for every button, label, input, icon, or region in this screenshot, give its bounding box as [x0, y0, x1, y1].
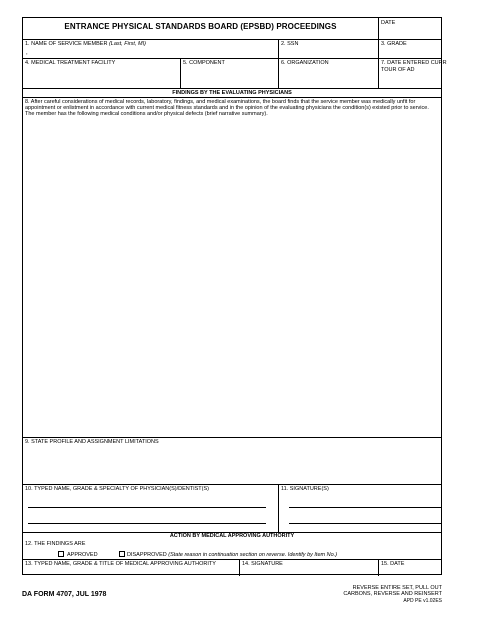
- action-section-heading: ACTION BY MEDICAL APPROVING AUTHORITY: [169, 533, 295, 539]
- field-7-label-line-1: 7. DATE ENTERED CURR: [381, 60, 447, 66]
- field-11-label: 11. SIGNATURE(S): [281, 486, 329, 492]
- physician-name-line-2[interactable]: [28, 523, 266, 524]
- field-14-label: 14. SIGNATURE: [242, 561, 283, 567]
- signature-line-1[interactable]: [289, 507, 441, 508]
- approved-label: APPROVED: [67, 552, 98, 558]
- divider: [378, 18, 379, 39]
- disapproved-label: DISAPPROVED (State reason in continuation section on reverse. Identify by Item No.): [127, 552, 338, 558]
- divider: [23, 437, 441, 438]
- divider: [378, 58, 379, 88]
- field-8-text: 8. After careful considerations of medical records, laboratory, findings, and medical examinations, the board finds that the service member was medically unfit for appointment or enlistment in accordance with current medical fitness standards and in the opinion of the evaluating physicians the condition(s) existed prior to service. The member has the following medical conditions and/or physical defects (brief narrative summary).: [25, 99, 429, 117]
- field-12-label: 12. THE FINDINGS ARE: [25, 541, 86, 547]
- field-7-label-line-2: TOUR OF AD: [381, 67, 415, 73]
- field-15-label: 15. DATE: [381, 561, 405, 567]
- field-6-label: 6. ORGANIZATION: [281, 60, 329, 66]
- field-4-label: 4. MEDICAL TREATMENT FACILITY: [25, 60, 116, 66]
- field-3-label: 3. GRADE: [381, 41, 407, 47]
- findings-section-heading: FINDINGS BY THE EVALUATING PHYSICIANS: [172, 90, 292, 96]
- divider: [378, 39, 379, 58]
- divider: [278, 484, 279, 532]
- physician-name-line-1[interactable]: [28, 507, 266, 508]
- divider: [278, 58, 279, 88]
- divider: [23, 484, 441, 485]
- field-2-label: 2. SSN: [281, 41, 299, 47]
- disapproved-checkbox[interactable]: [119, 551, 125, 557]
- date-label: DATE: [381, 20, 396, 26]
- divider: [378, 559, 379, 576]
- divider: [239, 559, 240, 576]
- form-version: APD PE v1.02ES: [403, 598, 442, 604]
- findings-narrative-area[interactable]: [25, 120, 439, 437]
- divider: [278, 39, 279, 58]
- divider: [23, 88, 441, 89]
- service-member-name-field[interactable]: ,: [26, 50, 28, 56]
- divider: [180, 58, 181, 88]
- profile-limitations-area[interactable]: [25, 446, 439, 483]
- form-title: ENTRANCE PHYSICAL STANDARDS BOARD (EPSBD) PROCEEDINGS: [64, 22, 337, 31]
- approved-checkbox[interactable]: [58, 551, 64, 557]
- field-10-label: 10. TYPED NAME, GRADE & SPECIALTY OF PHYSICIAN(S)/DENTIST(S): [25, 486, 209, 492]
- footer-note-1: REVERSE ENTIRE SET, PULL OUT: [352, 585, 442, 591]
- signature-line-2[interactable]: [289, 523, 441, 524]
- field-1-label: 1. NAME OF SERVICE MEMBER (Last, First, MI): [25, 41, 146, 47]
- divider: [23, 97, 441, 98]
- epsbd-form: [22, 17, 447, 575]
- field-9-label: 9. STATE PROFILE AND ASSIGNMENT LIMITATIONS: [25, 439, 159, 445]
- field-13-label: 13. TYPED NAME, GRADE & TITLE OF MEDICAL APPROVING AUTHORITY: [25, 561, 216, 567]
- form-identifier: DA FORM 4707, JUL 1978: [22, 591, 107, 598]
- field-5-label: 5. COMPONENT: [183, 60, 225, 66]
- footer-note-2: CARBONS, REVERSE AND REINSERT: [343, 591, 442, 597]
